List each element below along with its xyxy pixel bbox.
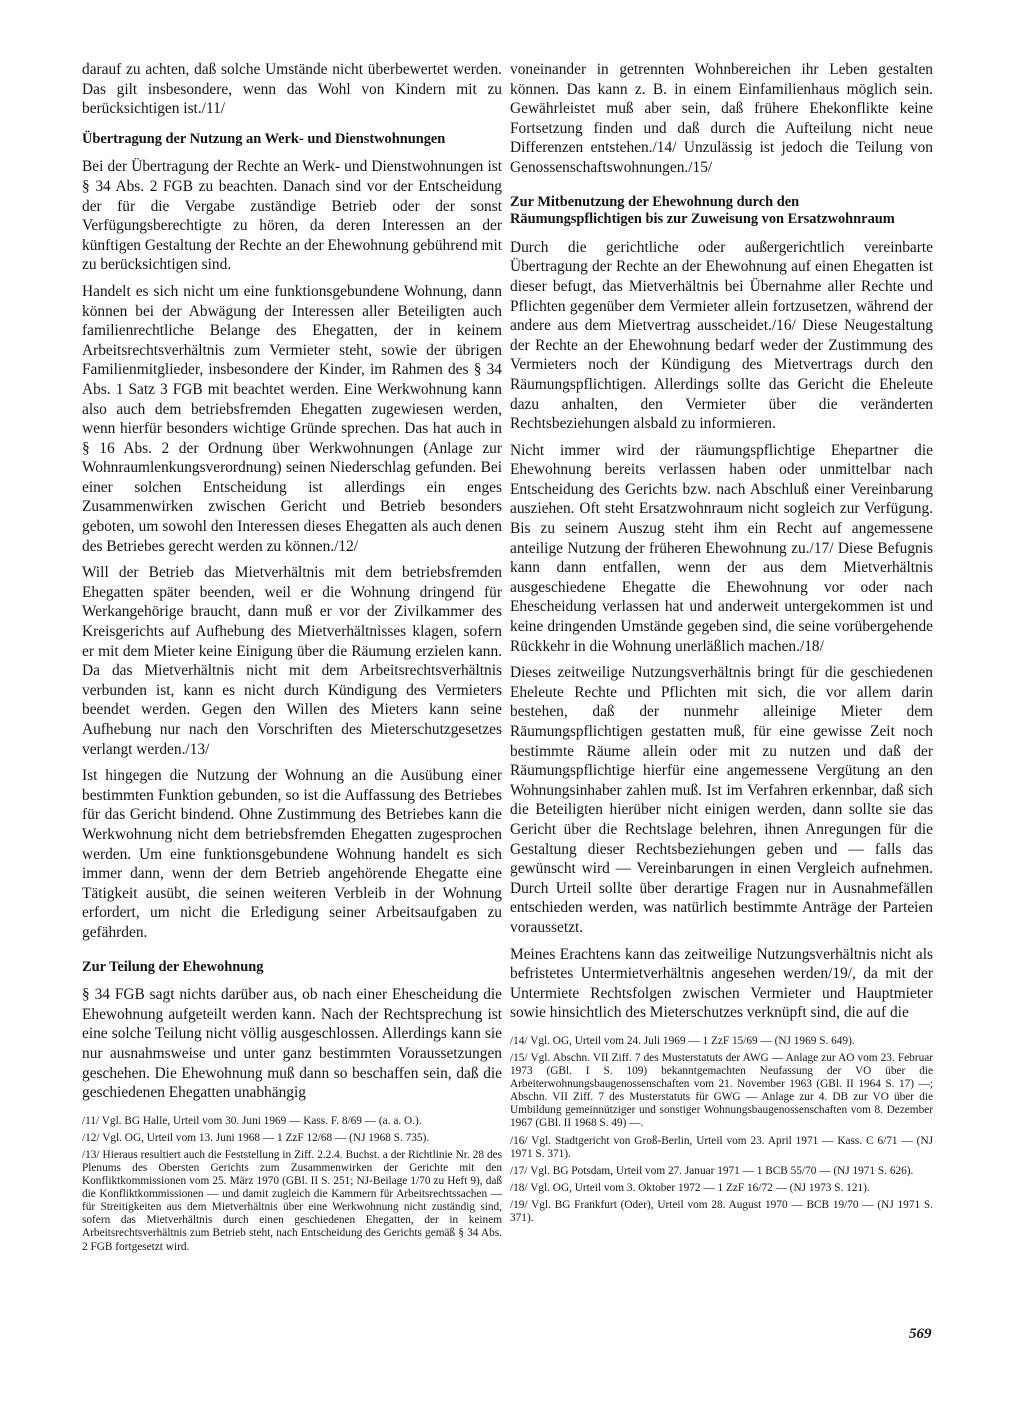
body-paragraph: Durch die gerichtliche oder außergerichtlich vereinbarte Übertragung der Rechte an der Ehewohnung auf einen Ehegatten ist dieser befugt, das Mietverhältnis bei Übernahme aller Rechte und Pflichten gegenüber dem Vermieter allein fortzusetzen, während der andere aus dem Mietvertrag ausscheidet./16/ Diese Neugestaltung der Rechte an der Ehewohnung bedarf weder der Zustimmung des Vermieters noch der Kündigung des Mietvertrags durch den Räumungspflichtigen. Allerdings sollte das Gericht die Eheleute dazu anhalten, den Vermieter über die veränderten Rechtsbeziehungen alsbald zu informieren. [510, 238, 933, 433]
section-heading-teilung: Zur Teilung der Ehewohnung [82, 958, 264, 975]
footnote-18: /18/ Vgl. OG, Urteil vom 3. Oktober 1972 — 1 ZzF 16/72 — (NJ 1973 S. 121). [510, 1181, 870, 1194]
body-paragraph: Meines Erachtens kann das zeitweilige Nutzungsverhältnis nicht als befristetes Untermietverhältnis angesehen werden/19/, da mit der Untermiete Rechtsfolgen zwischen Vermieter und Hauptmieter sowie hinsichtlich des Mieterschutzes verknüpft sind, die auf die [510, 945, 933, 1022]
footnote-17: /17/ Vgl. BG Potsdam, Urteil vom 27. Januar 1971 — 1 BCB 55/70 — (NJ 1971 S. 626). [510, 1164, 914, 1177]
footnote-13: /13/ Hieraus resultiert auch die Feststellung in Ziff. 2.2.4. Buchst. a der Richtlinie Nr. 28 des Plenums des Obersten Gerichts zum Zusammenwirken der Gerichte mit den Konfliktkommissionen vom 25. März 1970 (GBl. II S. 251; NJ-Beilage 1/70 zu Heft 9), daß die Konfliktkommissionen — und damit zugleich die Kammern für Arbeitsrechtssachen — für Streitigkeiten aus dem Mietverhältnis über eine Werkwohnung nicht zuständig sind, sofern das Mietverhältnis durch einen geschiedenen Ehegatten, der in keinem Arbeitsrechtsverhältnis zum Betrieb steht, nach Entscheidung des Gerichts gemäß § 34 Abs. 2 FGB fortgesetzt wird. [82, 1148, 502, 1253]
body-paragraph: Ist hingegen die Nutzung der Wohnung an die Ausübung einer bestimmten Funktion gebunden, so ist die Auffassung des Betriebes für das Gericht bindend. Ohne Zustimmung des Betriebes kann die Werkwohnung nicht dem betriebsfremden Ehegatten zugesprochen werden. Um eine funktionsgebundene Wohnung handelt es sich immer dann, wenn der dem Betrieb angehörende Ehegatte eine Tätigkeit ausübt, die seinen weiteren Verbleib in der Wohnung erfordert, um nicht die Erledigung seiner Arbeitsaufgaben zu gefährden. [82, 767, 502, 941]
body-paragraph: Nicht immer wird der räumungspflichtige Ehepartner die Ehewohnung bereits verlassen haben oder unmittelbar nach Entscheidung des Gerichts bzw. nach Abschluß einer Vereinbarung ausziehen. Oft steht Ersatzwohnraum nicht sogleich zur Verfügung. Bis zu seinem Auszug steht ihm ein Recht auf angemessene anteilige Nutzung der früheren Ehewohnung zu./17/ Diese Befugnis kann dann entfallen, wenn der aus dem Mietverhältnis ausgeschiedene Ehegatte die Ehewohnung vor oder nach Ehescheidung verlassen hat und anderweit untergekommen ist und keine dringenden Umstände gegeben sind, die seine vorübergehende Rückkehr in die Wohnung unerläßlich machen./18/ [510, 441, 933, 655]
right-footnotes [510, 1035, 933, 1225]
body-paragraph: Dieses zeitweilige Nutzungsverhältnis bringt für die geschiedenen Eheleute Rechte und Pflichten mit sich, die vor allem darin bestehen, daß der nunmehr alleinige Mieter dem Räumungspflichtigen gestatten muß, für eine gewisse Zeit noch bestimmte Räume allein oder mit zu nutzen und daß der Räumungspflichtige hierfür eine angemessene Vergütung an den Wohnungsinhaber zahlen muß. Ist im Verfahren erkennbar, daß sich die Beteiligten hierüber nicht einigen werden, dann sollte sie das Gericht über die Rechtslage belehren, ihnen Anregungen für die Gestaltung dieser Rechtsbeziehungen geben und — falls das gewünscht wird — Vereinbarungen in einen Vergleich aufnehmen. Durch Urteil sollte über derartige Fragen nur in Ausnahmefällen entschieden werden, was natürlich bestimmte Anträge der Parteien voraussetzt. [510, 664, 933, 936]
body-paragraph: Handelt es sich nicht um eine funktionsgebundene Wohnung, dann können bei der Abwägung der Interessen aller Beteiligten auch familienrechtliche Belange des Ehegatten, der in keinem Arbeitsrechtsverhältnis zum Vermieter steht, sowie der übrigen Familienmitglieder, insbesondere der Kinder, im Rahmen des § 34 Abs. 1 Satz 3 FGB mit beachtet werden. Eine Werkwohnung kann also auch dem betriebsfremden Ehegatten zugewiesen werden, wenn hierfür besonders wichtige Gründe sprechen. Das hat auch in § 16 Abs. 2 der Ordnung über Werkwohnungen (Anlage zur Wohnraumlenkungsverordnung) seinen Niederschlag gefunden. Bei einer solchen Entscheidung ist allerdings ein enges Zusammenwirken zwischen Gericht und Betrieb besonders geboten, um sowohl den Interessen dieses Ehegatten als auch denen des Betriebes gerecht werden zu können./12/ [82, 282, 502, 555]
body-paragraph: Will der Betrieb das Mietverhältnis mit dem betriebsfremden Ehegatten später beenden, weil er die Wohnung dringend für Werkangehörige braucht, dann muß er vor der Zivilkammer des Kreisgerichts auf Aufhebung des Mietverhältnisses klagen, sofern er mit dem Mieter keine Einigung über die Räumung erzielen kann. Da das Mietverhältnis nicht mit dem Arbeitsrechtsverhältnis verbunden ist, kann es nicht durch Kündigung des Vermieters beendet werden. Gegen den Willen des Mieters kann seine Aufhebung nur nach den Vorschriften des Mieterschutzgesetzes verlangt werden./13/ [82, 564, 502, 758]
left-footnotes [82, 1115, 502, 1254]
footnote-14: /14/ Vgl. OG, Urteil vom 24. Juli 1969 — 1 ZzF 15/69 — (NJ 1969 S. 649). [510, 1034, 855, 1047]
right-column [510, 60, 933, 1229]
section-heading-mitbenutzung: Zur Mitbenutzung der Ehewohnung durch den Räumungspflichtigen bis zur Zuweisung von Ersatzwohnraum [510, 193, 895, 228]
section-heading-werkwohnungen: Übertragung der Nutzung an Werk- und Dienstwohnungen [82, 130, 446, 147]
right-intro-paragraph: voneinander in getrennten Wohnbereichen ihr Leben gestalten können. Das kann z. B. in einem Einfamilienhaus möglich sein. Gewährleistet muß aber sein, daß frühere Ehekonflikte keine Fortsetzung finden und daß durch die Aufteilung nicht neue Differenzen entstehen./14/ Unzulässig ist jedoch die Teilung von Genossenschaftswohnungen./15/ [510, 61, 933, 176]
footnote-15: /15/ Vgl. Abschn. VII Ziff. 7 des Musterstatuts der AWG — Anlage zur AO vom 23. Februar 1973 (GBl. I S. 109) bekanntgemachten Neufassung der VO über die Arbeiterwohnungsbaugenossenschaften vom 21. November 1963 (GBl. II 1964 S. 17) —; Abschn. VII Ziff. 7 des Musterstatuts für GWG — Anlage zur 4. DB zur VO über die Umbildung gemeinnütziger und sonstiger Wohnungsbaugenossenschaften vom 8. Dezember 1967 (GBl. II 1968 S. 49) —. [510, 1052, 933, 1130]
footnote-16: /16/ Vgl. Stadtgericht von Groß-Berlin, Urteil vom 23. April 1971 — Kass. C 6/71 — (NJ 1971 S. 371). [510, 1134, 933, 1160]
left-column [82, 60, 502, 1258]
footnote-12: /12/ Vgl. OG, Urteil vom 13. Juni 1968 — 1 ZzF 12/68 — (NJ 1968 S. 735). [82, 1131, 430, 1144]
page-number: 569 [909, 1326, 932, 1342]
body-paragraph: Bei der Übertragung der Rechte an Werk- und Dienstwohnungen ist § 34 Abs. 2 FGB zu beachten. Danach sind vor der Entscheidung der für die Vergabe zuständige Betrieb oder der sonst Verfügungsberechtigte zu hören, da deren Interessen an der künftigen Gestaltung der Rechte an der Ehewohnung gebührend mit zu berücksichtigen sind. [82, 158, 502, 274]
footnote-19: /19/ Vgl. BG Frankfurt (Oder), Urteil vom 28. August 1970 — BCB 19/70 — (NJ 1971 S. 371). [510, 1198, 933, 1225]
footnote-11: /11/ Vgl. BG Halle, Urteil vom 30. Juni 1969 — Kass. F. 8/69 — (a. a. O.). [82, 1114, 422, 1127]
body-paragraph: § 34 FGB sagt nichts darüber aus, ob nach einer Ehescheidung die Ehewohnung aufgeteilt werden kann. Nach der Rechtsprechung ist eine solche Teilung nicht völlig ausgeschlossen. Allerdings kann sie nur ausnahmsweise und unter ganz bestimmten Voraussetzungen geschehen. Die Ehewohnung muß dann so beschaffen sein, daß die geschiedenen Ehegatten unabhängig [82, 986, 502, 1102]
left-intro-paragraph: darauf zu achten, daß solche Umstände nicht überbewertet werden. Das gilt insbesondere, wenn das Wohl von Kindern mit zu berücksichtigen ist./11/ [82, 61, 502, 118]
